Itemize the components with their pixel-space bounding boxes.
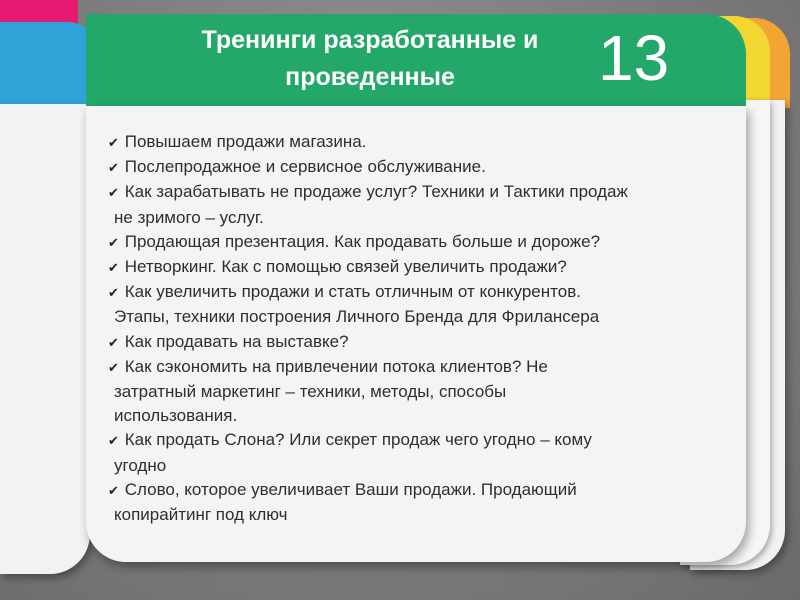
list-item: [102, 230, 702, 255]
list-item: [102, 155, 702, 180]
list-item: [102, 130, 702, 155]
checkmark-icon: ✔: [108, 135, 119, 150]
page-number: 13: [598, 22, 670, 94]
list-item-text: Нетворкинг. Как с помощью связей увеличить продажи?: [120, 257, 567, 277]
checkmark-icon: ✔: [108, 285, 119, 301]
list-item: [102, 180, 702, 229]
list-item-text: Послепродажное и сервисное обслуживание.: [120, 157, 486, 177]
checkmark-icon: ✔: [108, 359, 119, 375]
list-item: [102, 428, 702, 477]
list-item-text: Как сэкономить на привлечении потока клиентов? Не: [120, 356, 548, 376]
list-item-text: Как увеличить продажи и стать отличным от конкурентов.: [120, 282, 581, 302]
slide-title: Тренинги разработанные и проведенные: [201, 26, 539, 91]
list-item: [102, 255, 702, 280]
checkmark-icon: ✔: [108, 433, 119, 449]
checkmark-icon: ✔: [108, 185, 119, 201]
checkmark-icon: ✔: [108, 482, 119, 498]
list-item-text: Как зарабатывать не продаже услуг? Техники и Тактики продаж: [120, 182, 628, 202]
list-item: [102, 478, 702, 527]
checkmark-icon: ✔: [108, 160, 119, 176]
checkmark-icon: ✔: [108, 334, 119, 350]
list-item-text: Этапы, техники построения Личного Бренда для Фрилансера: [114, 307, 600, 327]
list-item-text: копирайтинг под ключ: [114, 505, 288, 525]
list-item-text: угодно: [114, 455, 167, 475]
list-item-text: Продающая презентация. Как продавать больше и дороже?: [120, 231, 601, 251]
list-item: [102, 280, 702, 329]
list-item: [102, 330, 702, 355]
list-item-text: не зримого – услуг.: [114, 207, 264, 227]
checkmark-icon: ✔: [108, 260, 119, 276]
list-item: [102, 355, 702, 429]
checkmark-icon: ✔: [108, 234, 119, 250]
list-item-text: использования.: [114, 406, 238, 426]
left-card: [0, 104, 90, 574]
list-item-text: затратный маркетинг – техники, методы, способы: [114, 382, 507, 402]
list-item-text: Как продать Слона? Или секрет продаж чего угодно – кому: [120, 430, 592, 450]
list-item-text: Повышаем продажи магазина.: [120, 132, 367, 151]
list-item-text: Как продавать на выставке?: [120, 331, 349, 351]
list-item-text: Слово, которое увеличивает Ваши продажи. Продающий: [120, 479, 577, 499]
bullet-list: [102, 130, 702, 527]
